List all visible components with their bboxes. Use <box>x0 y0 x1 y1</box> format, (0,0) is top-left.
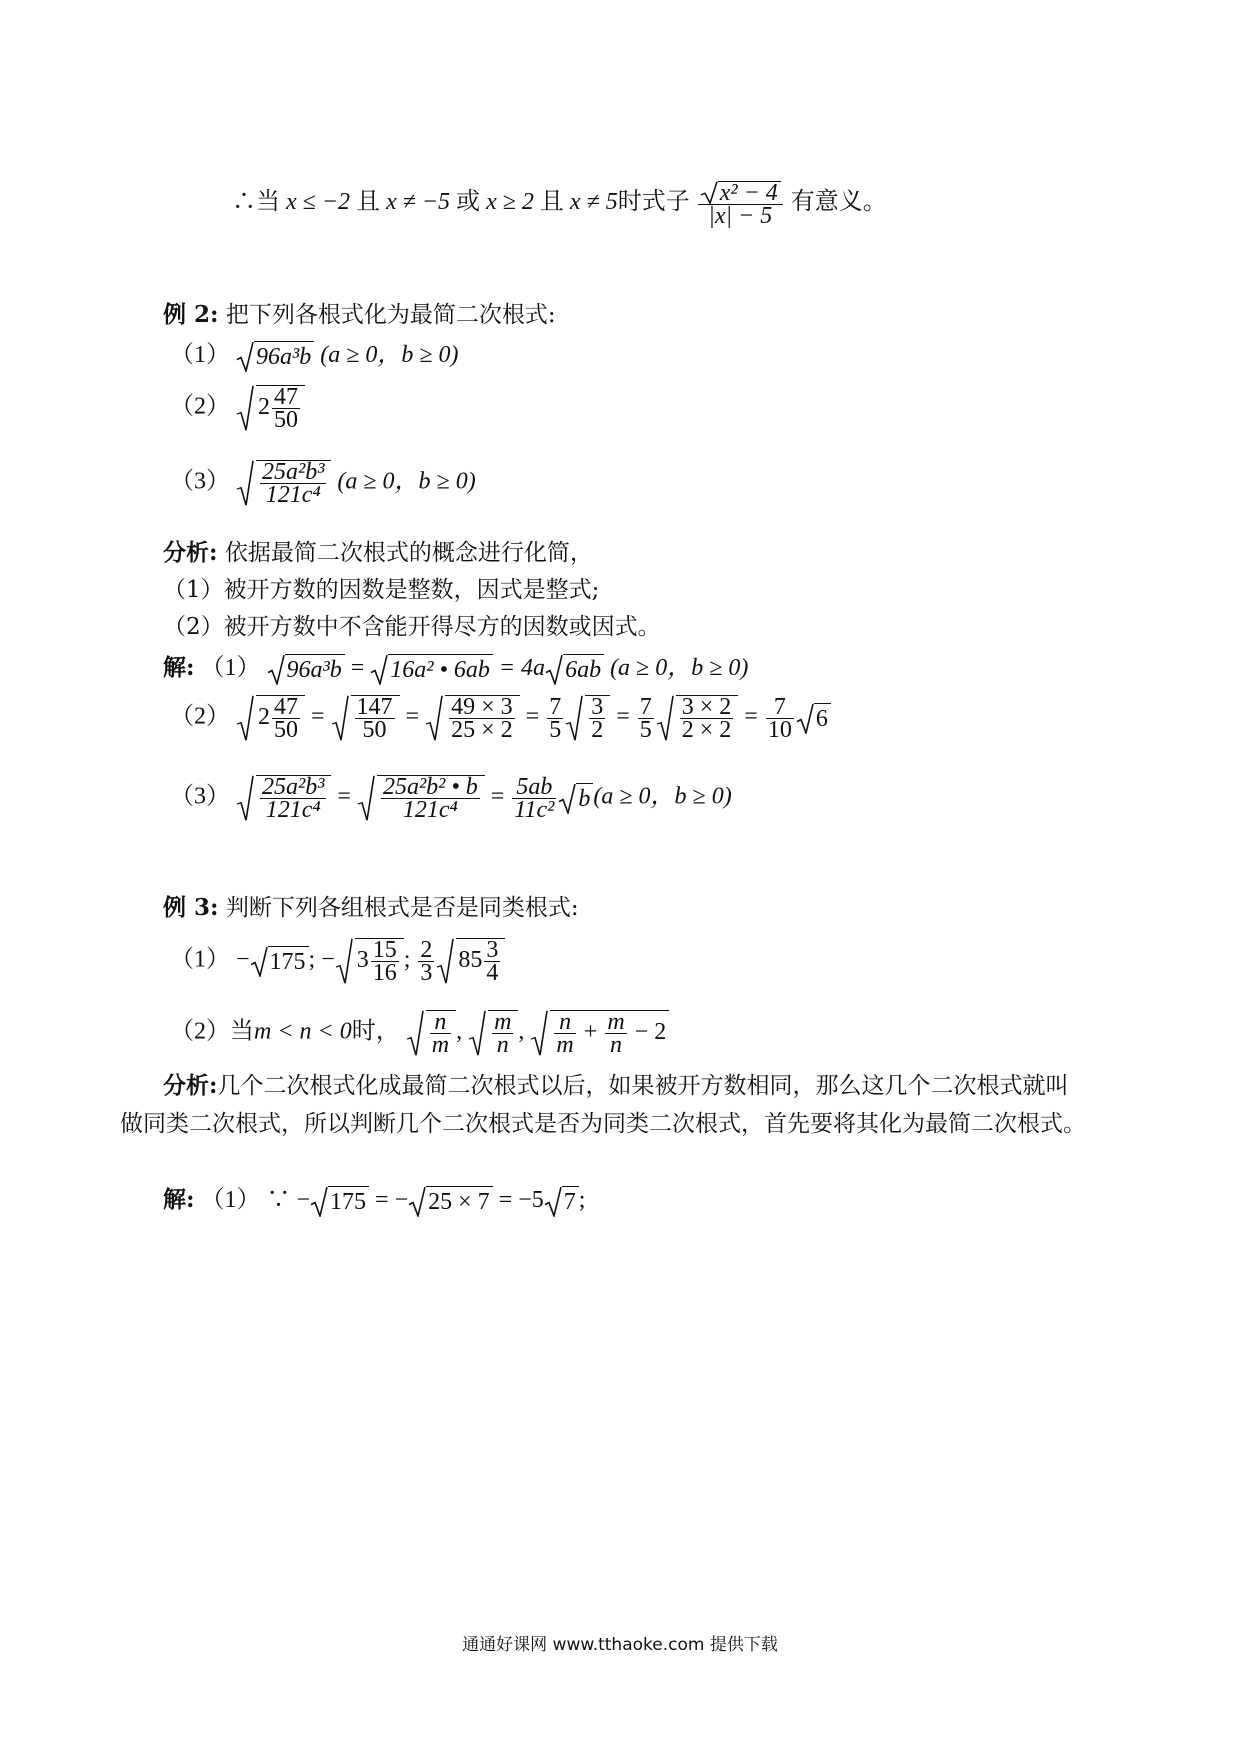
numerator: 25a²b³ <box>262 459 325 485</box>
equals-minus: = − <box>375 1187 409 1213</box>
fraction-expression <box>698 180 783 227</box>
ex3-item-1: （1） − 175 ; − 3 $\frac{15}{16}$ ; $\frac{2}{3}$ 85 $\frac{3}{4}$ <box>170 938 505 984</box>
expression-intro: 时式子 <box>617 189 690 216</box>
when-text: 时， <box>351 1018 400 1045</box>
solution-label: 解: <box>163 654 195 681</box>
radicand: 7 <box>562 1186 579 1217</box>
example-title: 判断下列各组根式是否是同类根式: <box>225 895 579 921</box>
example-label: 例 3: <box>163 894 219 921</box>
condition: (a ≥ 0，b ≥ 0) <box>593 783 732 810</box>
item-label: （1） <box>170 946 230 973</box>
ex2-solution-1: 解: （1） 96a³b = 16a² • 6ab = 4a 6ab (a ≥ 0，b ≥ 0) <box>163 654 749 683</box>
solution-label: 解: <box>163 1186 195 1213</box>
item-label: （2）当 <box>170 1018 254 1045</box>
therefore-text: ∴当 <box>232 189 280 216</box>
denominator: 11c² <box>514 796 555 823</box>
ex2-analysis-point-2: （2）被开方数中不含能开得尽方的因数或因式。 <box>163 614 661 640</box>
item-label: （2） <box>170 703 230 730</box>
denominator: 121c⁴ <box>265 482 321 508</box>
whole-part: 2 <box>258 394 270 421</box>
page-footer: 通通好课网 www.tthaoke.com 提供下载 <box>462 1635 778 1655</box>
analysis-label: 分析: <box>163 1072 218 1099</box>
example-3-heading <box>163 893 579 923</box>
item-label: （1） <box>170 342 230 368</box>
ex3-solution-1 <box>163 1185 585 1217</box>
ex2-solution-3: （3） $\frac{\text{25a²b³}}{\text{121c⁴}}$ = $\frac{\text{25a²b² • b}}{\text{121c⁴}}$ = $\frac{5ab}{\text{11c²}}$ b (a ≥ 0，b ≥ 0) <box>170 773 732 823</box>
example-2-heading <box>163 300 556 330</box>
radicand: 175 <box>328 1186 369 1217</box>
conclusion-line <box>232 180 887 227</box>
radical <box>700 181 781 204</box>
condition: (a ≥ 0，b ≥ 0) <box>320 342 459 368</box>
condition: (a ≥ 0，b ≥ 0) <box>337 468 476 495</box>
radicand: 6ab <box>563 654 604 685</box>
example-title: 把下列各根式化为最简二次根式: <box>225 302 556 328</box>
because-symbol: ∵ − <box>266 1187 311 1213</box>
radicand: 96a³b <box>285 654 345 685</box>
analysis-label: 分析: <box>163 539 218 566</box>
ex2-analysis-point-1: （1）被开方数的因数是整数，因式是整式; <box>163 577 600 603</box>
ex2-analysis <box>163 538 593 568</box>
numerator: 47 <box>274 384 298 410</box>
item-label: （1） <box>200 655 261 681</box>
meaningful-text: 有意义。 <box>790 189 887 216</box>
condition-2: x ≠ −5 <box>386 189 451 216</box>
ex3-analysis <box>120 1067 1090 1143</box>
analysis-text: 依据最简二次根式的概念进行化简， <box>224 540 593 566</box>
example-label: 例 2: <box>163 301 219 328</box>
denominator: 50 <box>274 407 298 433</box>
condition-1: x ≤ −2 <box>286 189 351 216</box>
semicolon: ; <box>578 1187 586 1213</box>
coefficient: = −5 <box>498 1187 544 1213</box>
item-label: （3） <box>170 468 230 495</box>
denominator: |x| − 5 <box>708 202 773 229</box>
coefficient: = 4a <box>498 655 546 681</box>
item-label: （1） <box>200 1187 261 1213</box>
radicand: x² − 4 <box>718 181 781 204</box>
ex2-item-3 <box>170 460 476 506</box>
condition: m < n < 0 <box>254 1018 352 1045</box>
and-text: 且 <box>539 189 564 216</box>
ex2-item-2 <box>170 385 305 431</box>
or-text: 或 <box>456 189 481 216</box>
numerator: 5ab <box>512 776 556 799</box>
item-label: （3） <box>170 783 230 810</box>
radicand: 96a³b <box>254 341 314 372</box>
ex2-solution-2: （2） 2 $\frac{47}{50}$ = $\frac{147}{50}$ = $\frac{49 \times 3}{25 \times 2}$ = $\frac{7}{5}$ $\frac{3}{2}$ = $\frac{7}{5}$ $\frac{3 \times 2}{2 \times 2}$ = $\frac{7}{10}$ 6 <box>170 695 831 741</box>
radicand: 16a² • 6ab <box>388 654 493 685</box>
item-label: （2） <box>170 393 230 420</box>
analysis-text: 几个二次根式化成最简二次根式以后，如果被开方数相同，那么这几个二次根式就叫做同类二次根式，所以判断几个二次根式是否为同类二次根式，首先要将其化为最简二次根式。 <box>120 1073 1086 1137</box>
condition-4: x ≠ 5 <box>569 189 618 216</box>
and-text: 且 <box>356 189 381 216</box>
ex2-item-1 <box>170 340 459 372</box>
radicand: 25 × 7 <box>426 1186 493 1217</box>
condition-3: x ≥ 2 <box>486 189 534 216</box>
condition: (a ≥ 0，b ≥ 0) <box>610 655 749 681</box>
ex3-item-2: （2）当m < n < 0时， $\frac{n}{m}$ , $\frac{m}{n}$ , $\frac{n}{m}$ + $\frac{m}{n}$ − 2 <box>170 1010 669 1056</box>
